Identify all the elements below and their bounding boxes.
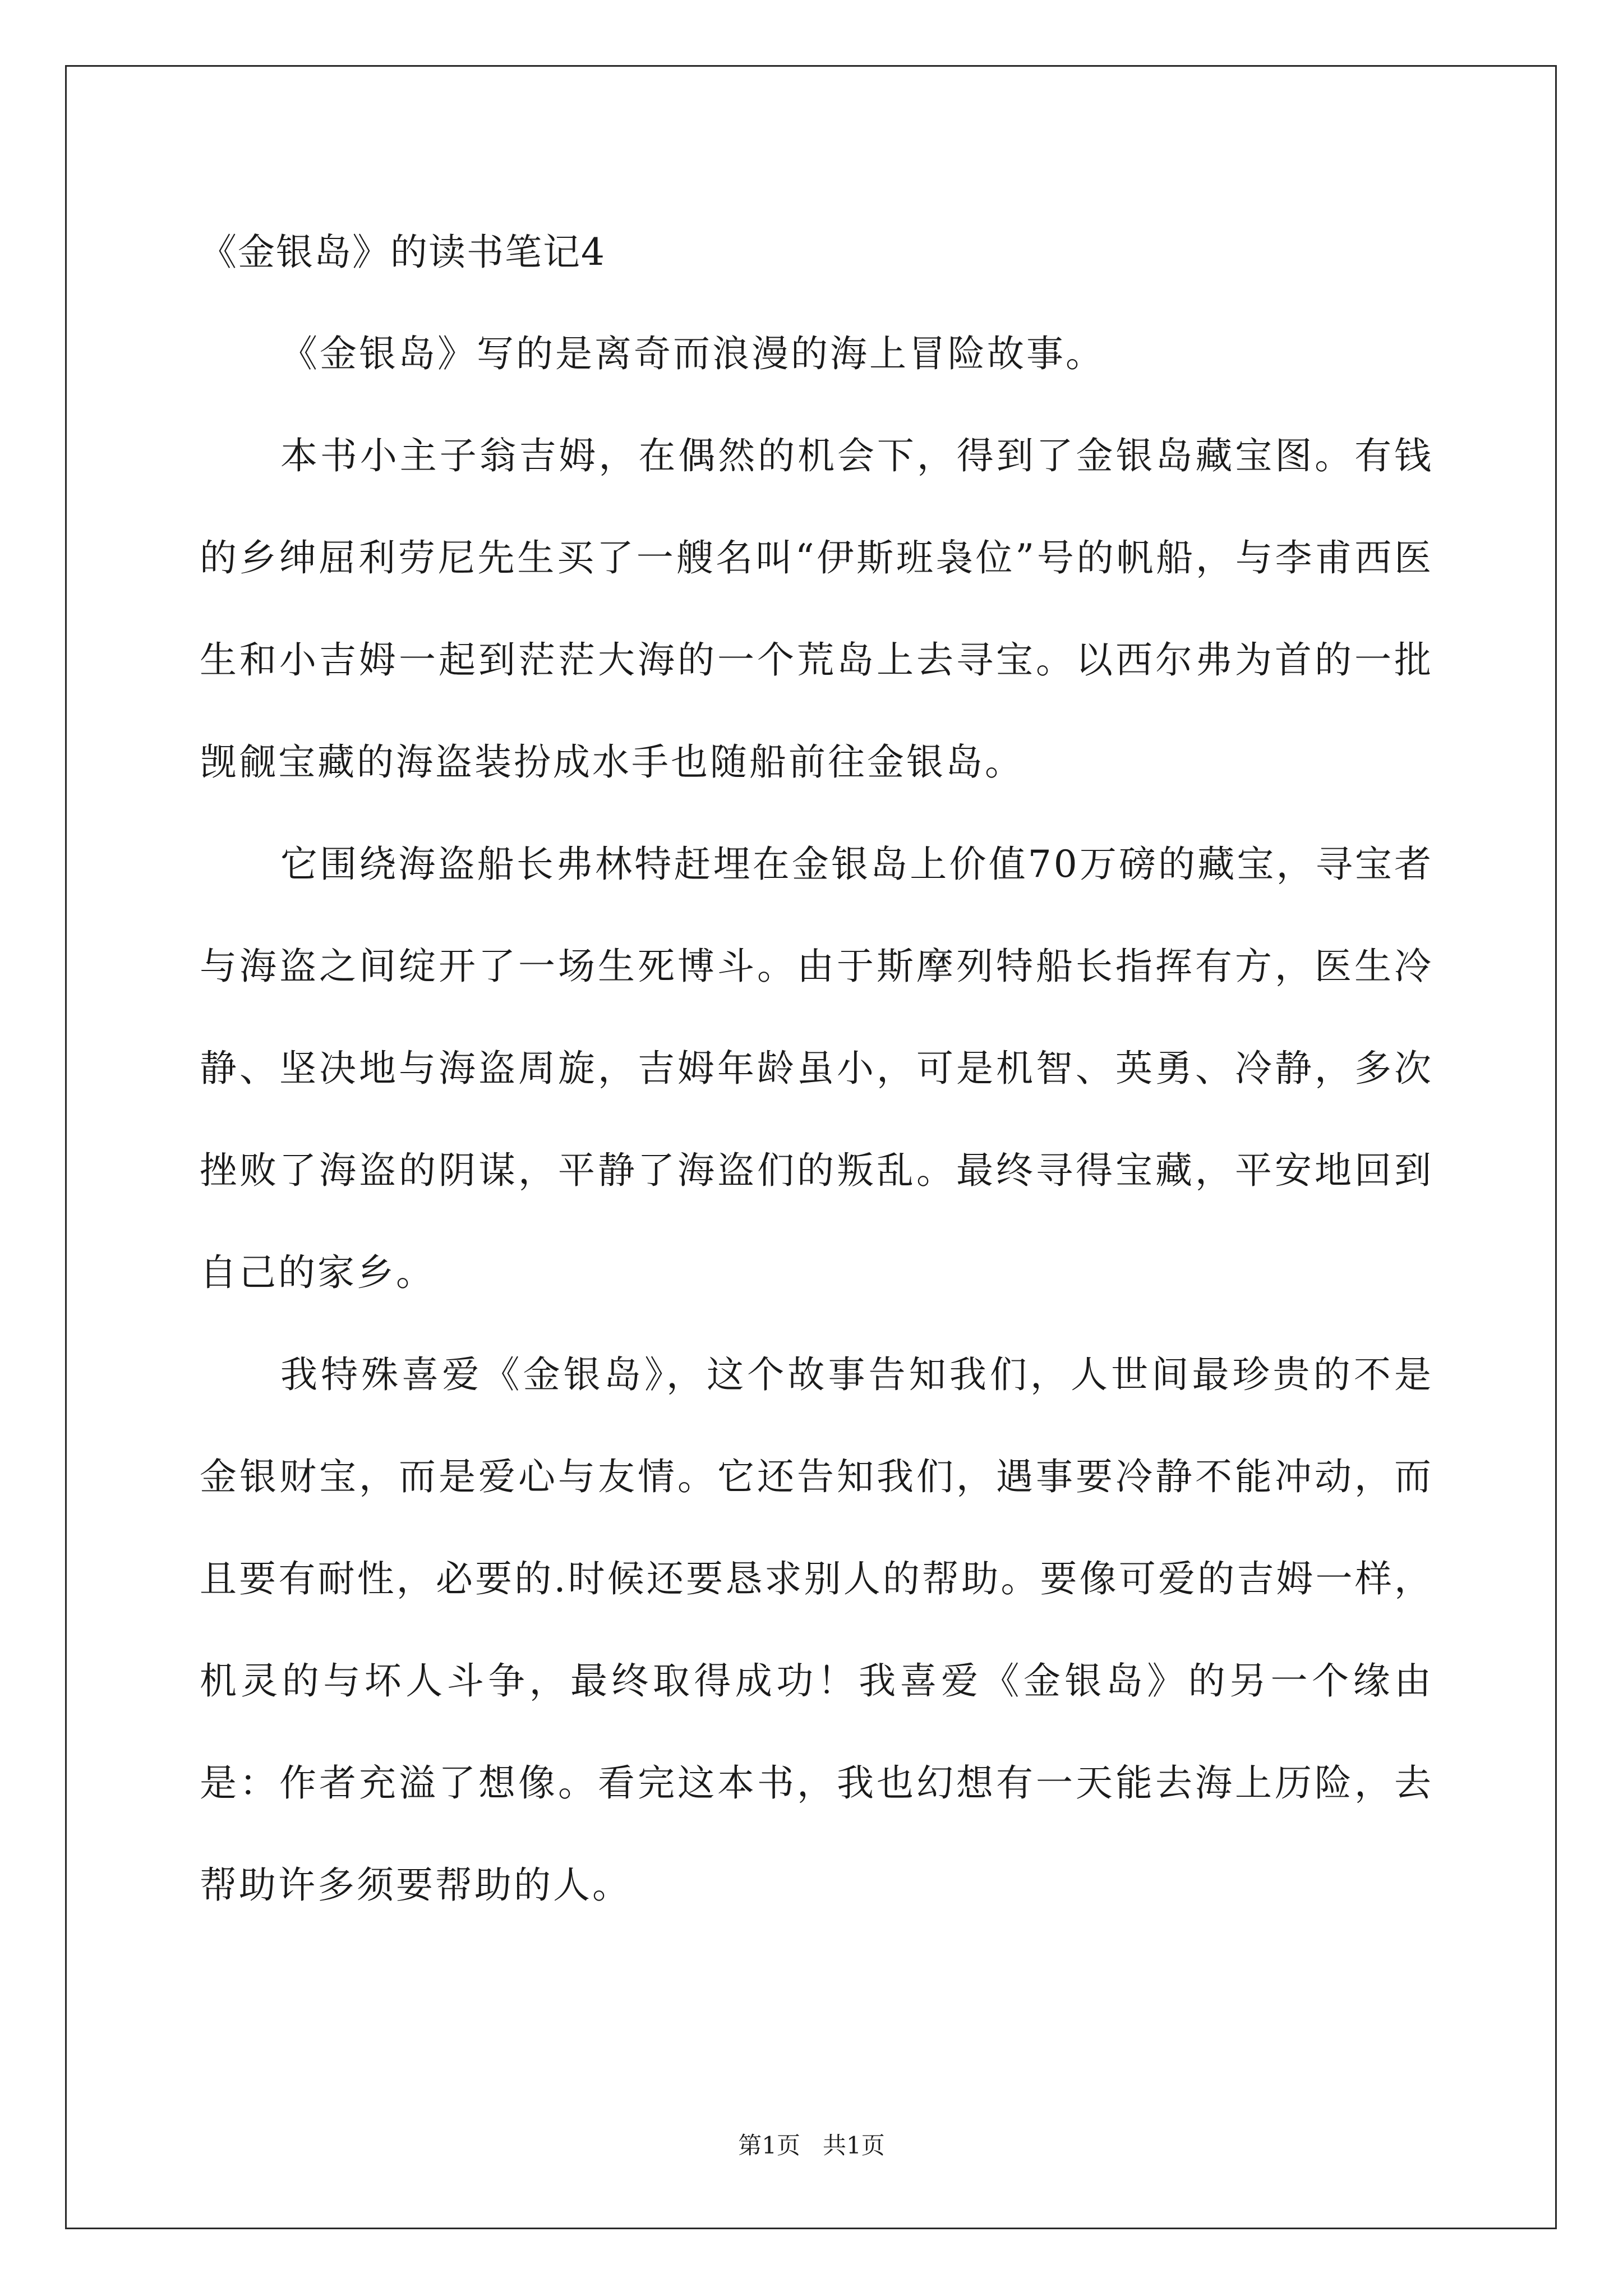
- paragraph-reflection: 我特殊喜爱《金银岛》，这个故事告知我们，人世间最珍贵的不是金银财宝，而是爱心与友情。它还告知我们，遇事要冷静不能冲动，而且要有耐性，必要的.时候还要恳求别人的帮助。要像可爱的吉姆一样，机灵的与坏人斗争，最终取得成功！我喜爱《金银岛》的另一个缘由是：作者充溢了想像。看完这本书，我也幻想有一天能去海上历险，去帮助许多须要帮助的人。: [200, 1353, 1433, 1907]
- paragraph-intro: 《金银岛》写的是离奇而浪漫的海上冒险故事。: [280, 332, 1105, 375]
- document-body: [200, 202, 1433, 1936]
- page-number-footer: 第1页 共1页: [738, 2132, 885, 2159]
- paragraph-conflict: 它围绕海盗船长弗林特赶埋在金银岛上价值70万磅的藏宝，寻宝者与海盗之间绽开了一场生死博斗。由于斯摩列特船长指挥有方，医生冷静、坚决地与海盗周旋，吉姆年龄虽小，可是机智、英勇、冷静，多次挫败了海盗的阴谋，平静了海盗们的叛乱。最终寻得宝藏，平安地回到自己的家乡。: [200, 843, 1433, 1294]
- document-title: 《金银岛》的读书笔记4: [200, 231, 606, 274]
- paragraph-plot: 本书小主子翁吉姆，在偶然的机会下，得到了金银岛藏宝图。有钱的乡绅屈利劳尼先生买了一艘名叫“伊斯班袅位”号的帆船，与李甫西医生和小吉姆一起到茫茫大海的一个荒岛上去寻宝。以西尔弗为首的一批觊觎宝藏的海盗装扮成水手也随船前往金银岛。: [200, 434, 1433, 784]
